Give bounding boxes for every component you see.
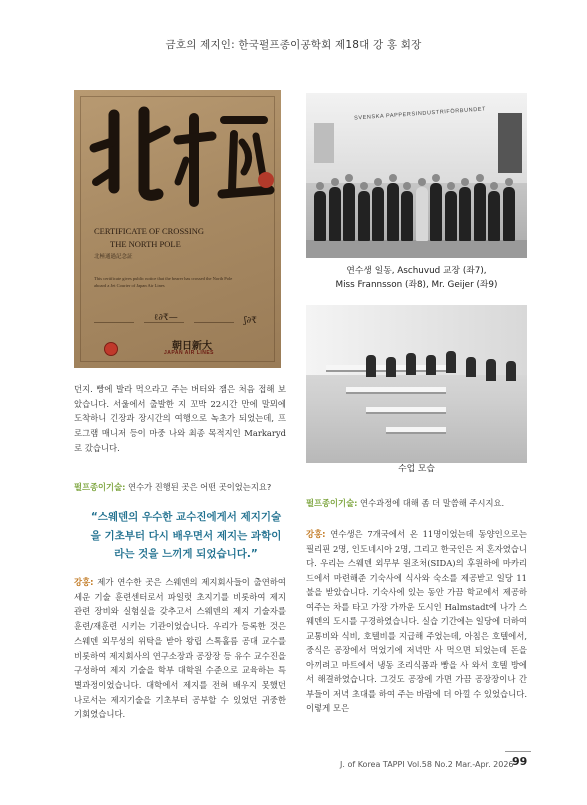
running-header: 금호의 제지인: 한국펄프종이공학회 제18대 강 홍 회장 — [165, 39, 422, 51]
person-head — [476, 174, 484, 182]
airline-name: JAPAN AIR LINES — [164, 350, 215, 356]
person-figure — [503, 187, 515, 241]
classroom-desk — [386, 427, 446, 434]
certificate-subtitle: 北極通過記念証 — [94, 254, 133, 260]
red-seal-stamp — [258, 172, 274, 188]
doorway — [498, 113, 522, 173]
calligraphy-characters — [74, 90, 281, 220]
student-figure — [466, 357, 476, 377]
certificate-title: CERTIFICATE OF CROSSING THE NORTH POLE — [94, 226, 205, 249]
person-head — [374, 178, 382, 186]
pavement — [306, 240, 527, 258]
classroom-photo — [306, 305, 527, 463]
person-head — [447, 182, 455, 190]
right-question — [306, 496, 527, 510]
japan-air-lines-logo-icon — [104, 342, 118, 356]
person-head — [490, 182, 498, 190]
person-head — [461, 178, 469, 186]
person-head — [418, 178, 426, 186]
person-figure — [343, 183, 355, 241]
handwritten-signature: ℓ∂₹— — [154, 313, 178, 323]
person-figure — [474, 183, 486, 241]
handwritten-signature: ʃ∂₹ — [244, 316, 257, 326]
question-tag: 펄프종이기술: — [306, 498, 358, 508]
left-answer — [74, 575, 286, 722]
group-photo-caption: 연수생 일동, Aschuvud 교장 (좌7), Miss Frannsson (좌8), Mr. Geijer (좌9) — [335, 266, 498, 290]
student-figure — [366, 355, 376, 377]
classroom-photo-caption: 수업 모습 — [398, 464, 435, 474]
student-figure — [486, 359, 496, 381]
question-tag: 펄프종이기술: — [74, 482, 126, 492]
signature-line — [94, 322, 134, 323]
person-figure — [358, 191, 370, 241]
journal-footer: J. of Korea TAPPI Vol.58 No.2 Mar.-Apr. 2026 — [340, 760, 514, 769]
person-head — [432, 174, 440, 182]
certificate-body-text: This certificate gives public notice that the bearer has crossed the North Pole aboard a Jet Courier of Japan Air Lines — [94, 276, 233, 288]
person-head — [389, 174, 397, 182]
person-head — [345, 174, 353, 182]
north-pole-certificate-image — [74, 90, 281, 368]
student-figure — [426, 355, 436, 375]
question-text: 연수과정에 대해 좀 더 말씀해 주시지요. — [357, 498, 505, 508]
student-figure — [406, 353, 416, 375]
pull-quote: “스웨덴의 우수한 교수진에게서 제지기술을 기초부터 다시 배우면서 제지는 과학이라는 것을 느끼게 되었습니다.” — [90, 511, 282, 560]
person-figure — [329, 187, 341, 241]
right-answer — [306, 527, 527, 716]
building-sign: SVENSKA PAPPERSINDUSTRIFÖRBUNDET — [353, 106, 487, 122]
signature-line — [194, 322, 234, 323]
left-question — [74, 480, 286, 494]
answer-text: 제가 연수한 곳은 스웨덴의 제지회사들이 출연하여 세운 기술 훈련센터로서 파일럿 초지기를 비롯하여 제지 관련 장비와 실험실을 갖추고서 스웨덴의 제지 기술자를 훈련/재훈련 시키는 기관이었습니다. 우리가 등록한 것은 스웨덴 외무성의 위탁을 받아 왕립 스톡홀름 공대 교수를 비롯하여 제지회사의 연구소장과 공장장 등 유수 교수진을 구성하여 제지 기술을 학부 대학원 수준으로 교육하는 특별과정이었습니다. 대학에서 제지를 전혀 배우지 못했던 나로서는 제지기술을 기초부터 공부할 수 있었던 귀중한 기회였습니다. — [74, 577, 286, 720]
classroom-desk — [346, 387, 446, 394]
building-facade — [306, 93, 527, 183]
question-text: 연수가 진행된 곳은 어떤 곳이었는지요? — [125, 482, 272, 492]
person-head — [360, 182, 368, 190]
group-photo — [306, 93, 527, 258]
person-head — [403, 182, 411, 190]
window — [314, 123, 334, 163]
person-figure — [401, 191, 413, 241]
page-number: 99 — [512, 755, 528, 768]
person-head — [505, 178, 513, 186]
person-figure — [488, 191, 500, 241]
person-figure — [372, 187, 384, 241]
student-figure — [446, 351, 456, 373]
student-figure — [506, 361, 516, 381]
person-head — [331, 178, 339, 186]
person-figure — [314, 191, 326, 241]
classroom-desk — [366, 407, 446, 414]
student-figure — [386, 357, 396, 377]
person-figure — [430, 183, 442, 241]
page-rule — [505, 751, 531, 752]
person-figure — [459, 187, 471, 241]
left-paragraph-1: 던지. 빵에 발라 먹으라고 주는 버터와 잼은 처음 접해 보았습니다. 서울에서 출발한 지 꼬박 22시간 만에 말뫼에 도착하니 긴장과 장시간의 여행으로 녹초가 되었는데, 프로그램 매니저 등이 마중 나와 최종 목적지인 Markaryd로 갔습니다. — [74, 384, 286, 453]
calligraphy-signature: 朝日新大 — [172, 341, 212, 352]
person-figure — [387, 183, 399, 241]
answer-text: 연수생은 7개국에서 온 11명이었는데 동양인으로는 필리핀 2명, 인도네시아 2명, 그리고 한국인은 저 혼자였습니다. 우리는 스웨덴 외무부 원조처(SIDA)의 후원하에 마카리드에서 마련해준 기숙사에 식사와 숙소를 제공받고 일당 11불을 받았습니다. 기숙사에 있는 동안 가끔 학교에서 제공하여주는 차를 타고 가장 가까운 도시인 Halmstadt에 나가 스웨덴의 도시를 구경하였습니다. 실습 기간에는 일당에 더하여 교통비와 식비, 호텔비를 지급해 주었는데, 아침은 호텔에서, 중식은 공장에서 먹었기에 저녁만 사 먹으면 되었는데 돈을 아끼려고 마트에서 냉동 조리식품과 빵을 사 와서 호텔 방에서 해결하였습니다. 그것도 공장에 가면 가끔 공장장이나 간부들이 저녁 초대를 하여 주는 바람에 더 아낄 수 있었습니다. 이렇게 모은 — [306, 529, 527, 713]
person-head — [316, 182, 324, 190]
answer-tag: 강홍: — [306, 529, 326, 539]
person-figure — [416, 187, 428, 241]
person-figure — [445, 191, 457, 241]
answer-tag: 강홍: — [74, 577, 94, 587]
